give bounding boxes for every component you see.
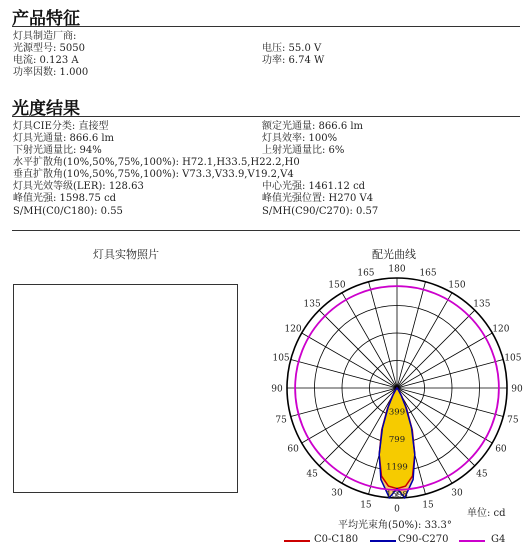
product-left-0: 灯具制造厂商:	[13, 31, 77, 42]
result-right2-2: S/MH(C90/C270): 0.57	[262, 206, 379, 217]
grid-spoke	[342, 293, 397, 388]
legend-label-c0-c180: C0-C180	[314, 534, 359, 545]
grid-spoke	[397, 310, 475, 388]
product-left-3: 功率因数: 1.000	[13, 67, 89, 78]
grid-spoke	[397, 333, 492, 388]
angle-label: 120	[492, 324, 510, 335]
polar-distribution-chart	[270, 262, 525, 517]
angle-label: 165	[357, 268, 375, 279]
angle-label: 60	[287, 444, 299, 455]
product-left-2: 电流: 0.123 A	[13, 55, 79, 66]
result-right2-0: 中心光强: 1461.12 cd	[262, 181, 366, 192]
legend-label-c90-c270: C90-C270	[398, 534, 449, 545]
angle-label: 45	[476, 469, 488, 480]
product-right-1: 功率: 6.74 W	[262, 55, 325, 66]
grid-spoke	[369, 282, 397, 388]
grid-spoke	[397, 282, 425, 388]
grid-spoke	[397, 360, 503, 388]
result-horizontal-spread: 水平扩散角(10%,50%,75%,100%): H72.1,H33.5,H22.2,H0	[13, 157, 300, 168]
legend-label-g4: G4	[491, 534, 506, 545]
grid-spoke	[397, 293, 452, 388]
result-left2-1: 峰值光强: 1598.75 cd	[13, 193, 117, 204]
angle-label: 0	[394, 504, 400, 515]
angle-label: 135	[303, 299, 321, 310]
angle-label: 30	[451, 488, 463, 499]
angle-label: 15	[422, 500, 434, 511]
beam-angle-label: 平均光束角(50%): 33.3°	[338, 520, 452, 531]
angle-label: 45	[306, 469, 318, 480]
angle-label: 105	[504, 353, 522, 364]
result-left-0: 灯具CIE分类: 直接型	[13, 121, 109, 132]
angle-label: 180	[388, 264, 406, 275]
angle-label: 75	[507, 415, 519, 426]
legend	[284, 534, 524, 548]
radial-value-label: 399	[388, 407, 406, 418]
angle-label: 15	[360, 500, 372, 511]
legend-swatch-c90-c270	[370, 540, 396, 542]
result-right-0: 额定光通量: 866.6 lm	[262, 121, 364, 132]
angle-label: 135	[473, 299, 491, 310]
photo-caption: 灯具实物照片	[93, 248, 159, 261]
angle-label: 30	[331, 488, 343, 499]
angle-label: 75	[275, 415, 287, 426]
chart-title: 配光曲线	[372, 248, 416, 261]
product-left-1: 光源型号: 5050	[13, 43, 85, 54]
divider	[12, 116, 520, 117]
grid-spoke	[397, 388, 503, 416]
result-right2-1: 峰值光强位置: H270 V4	[262, 193, 374, 204]
angle-label: 90	[511, 384, 523, 395]
unit-label: 单位: cd	[467, 508, 506, 519]
divider	[12, 230, 520, 231]
result-right-2: 上射光通量比: 6%	[262, 145, 345, 156]
angle-label: 60	[495, 444, 507, 455]
result-left2-2: S/MH(C0/C180): 0.55	[13, 206, 123, 217]
angle-label: 105	[272, 353, 290, 364]
divider	[12, 26, 520, 27]
section-title-product: 产品特征	[12, 9, 80, 29]
grid-spoke	[319, 310, 397, 388]
result-left2-0: 灯具光效等级(LER): 128.63	[13, 181, 144, 192]
grid-spoke	[302, 333, 397, 388]
angle-label: 165	[419, 268, 437, 279]
angle-label: 120	[284, 324, 302, 335]
legend-swatch-c0-c180	[284, 540, 310, 542]
angle-label: 150	[328, 280, 346, 291]
radial-value-label: 799	[388, 435, 406, 445]
angle-label: 150	[448, 280, 466, 291]
result-left-2: 下射光通量比: 94%	[13, 145, 102, 156]
result-left-1: 灯具光通量: 866.6 lm	[13, 133, 115, 144]
radial-value-label: 1598	[386, 490, 408, 500]
product-right-0: 电压: 55.0 V	[262, 43, 322, 54]
section-title-results: 光度结果	[12, 99, 80, 119]
legend-swatch-g4	[459, 540, 485, 542]
grid-spoke	[291, 388, 397, 416]
luminaire-photo-frame	[13, 284, 238, 493]
result-vertical-spread: 垂直扩散角(10%,50%,75%,100%): V73.3,V33.9,V19.2,V4	[13, 169, 294, 180]
result-right-1: 灯具效率: 100%	[262, 133, 338, 144]
radial-value-label: 1199	[386, 462, 408, 473]
grid-spoke	[291, 360, 397, 388]
angle-label: 90	[271, 384, 283, 395]
